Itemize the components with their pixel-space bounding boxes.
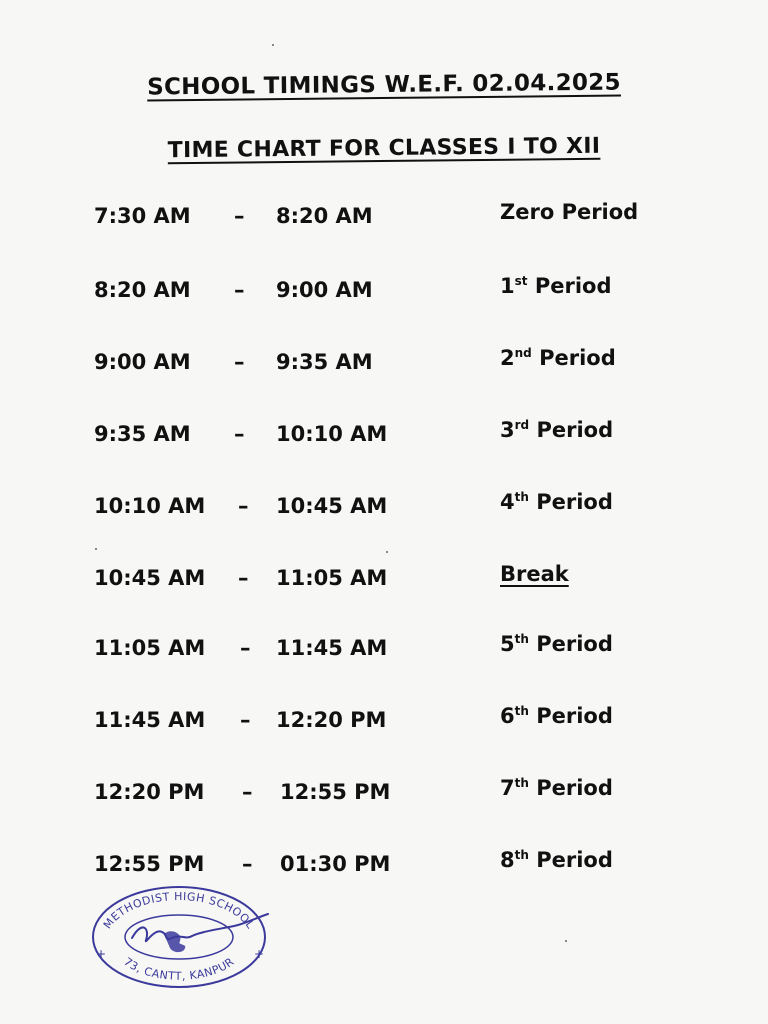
time-separator: – <box>234 422 245 446</box>
end-time: 11:45 AM <box>276 636 388 660</box>
period-label <box>500 490 613 514</box>
start-time: 10:45 AM <box>94 566 206 590</box>
ordinal-suffix: th <box>514 490 529 504</box>
schedule-row <box>0 632 768 670</box>
period-word: Period <box>536 418 614 442</box>
school-stamp <box>84 880 274 990</box>
period-number: 2 <box>500 346 515 370</box>
start-time: 7:30 AM <box>94 204 191 228</box>
stamp-text-top: METHODIST HIGH SCHOOL <box>100 889 258 932</box>
time-separator: – <box>234 350 245 374</box>
schedule-row <box>0 346 768 384</box>
period-word: Period <box>539 346 616 370</box>
period-label <box>500 274 611 298</box>
period-word: Period <box>536 776 613 800</box>
period-word: Period <box>536 704 613 728</box>
period-label <box>500 418 613 442</box>
schedule-row <box>0 418 768 456</box>
time-separator: – <box>240 708 251 732</box>
period-number: 1 <box>500 274 515 298</box>
time-separator: – <box>242 852 253 876</box>
document-subtitle: TIME CHART FOR CLASSES I TO XII <box>167 133 601 164</box>
ordinal-suffix: th <box>514 704 529 718</box>
time-separator: – <box>240 636 251 660</box>
ordinal-suffix: nd <box>514 346 532 360</box>
end-time: 11:05 AM <box>276 566 388 590</box>
time-separator: – <box>234 278 245 302</box>
time-separator: – <box>238 566 249 590</box>
ordinal-suffix: st <box>514 274 528 288</box>
period-number: 4 <box>500 490 515 514</box>
period-number: 3 <box>500 418 515 442</box>
start-time: 10:10 AM <box>94 494 206 518</box>
period-number: 6 <box>500 704 515 728</box>
period-number: 8 <box>500 848 515 872</box>
end-time: 12:55 PM <box>280 780 391 804</box>
end-time: 10:45 AM <box>276 494 388 518</box>
schedule-row <box>0 200 768 238</box>
period-word: Period <box>534 274 612 298</box>
end-time: 9:35 AM <box>276 350 373 374</box>
schedule-row <box>0 490 768 528</box>
document-title: SCHOOL TIMINGS W.E.F. 02.04.2025 <box>147 69 621 101</box>
start-time: 12:55 PM <box>94 852 205 876</box>
period-word: Period <box>536 632 613 656</box>
period-label <box>500 632 613 656</box>
start-time: 9:35 AM <box>94 422 191 446</box>
schedule-row <box>0 776 768 814</box>
schedule-row <box>0 274 768 312</box>
period-label: Zero Period <box>500 200 639 224</box>
period-label <box>500 776 613 800</box>
ordinal-suffix: rd <box>514 418 530 432</box>
end-time: 9:00 AM <box>276 278 373 302</box>
end-time: 12:20 PM <box>276 708 387 732</box>
period-label <box>500 848 613 872</box>
end-time: 01:30 PM <box>280 852 391 876</box>
time-separator: – <box>242 780 253 804</box>
ordinal-suffix: th <box>514 776 529 790</box>
time-separator: – <box>234 204 245 228</box>
period-label <box>500 704 613 728</box>
period-word: Period <box>536 490 613 514</box>
break-label: Break <box>500 562 569 586</box>
start-time: 8:20 AM <box>94 278 191 302</box>
start-time: 11:45 AM <box>94 708 206 732</box>
schedule-row <box>0 704 768 742</box>
time-separator: – <box>238 494 249 518</box>
end-time: 8:20 AM <box>276 204 373 228</box>
svg-text:+: + <box>254 947 265 961</box>
start-time: 11:05 AM <box>94 636 206 660</box>
stamp-text-bottom: 73, CANTT, KANPUR <box>121 955 237 983</box>
schedule-row <box>0 562 768 600</box>
period-word: Period <box>536 848 613 872</box>
period-number: 7 <box>500 776 515 800</box>
start-time: 12:20 PM <box>94 780 205 804</box>
period-number: 5 <box>500 632 515 656</box>
period-label <box>500 346 616 370</box>
ordinal-suffix: th <box>514 848 529 862</box>
ordinal-suffix: th <box>514 632 529 646</box>
end-time: 10:10 AM <box>276 422 388 446</box>
start-time: 9:00 AM <box>94 350 191 374</box>
svg-text:+: + <box>96 947 107 961</box>
